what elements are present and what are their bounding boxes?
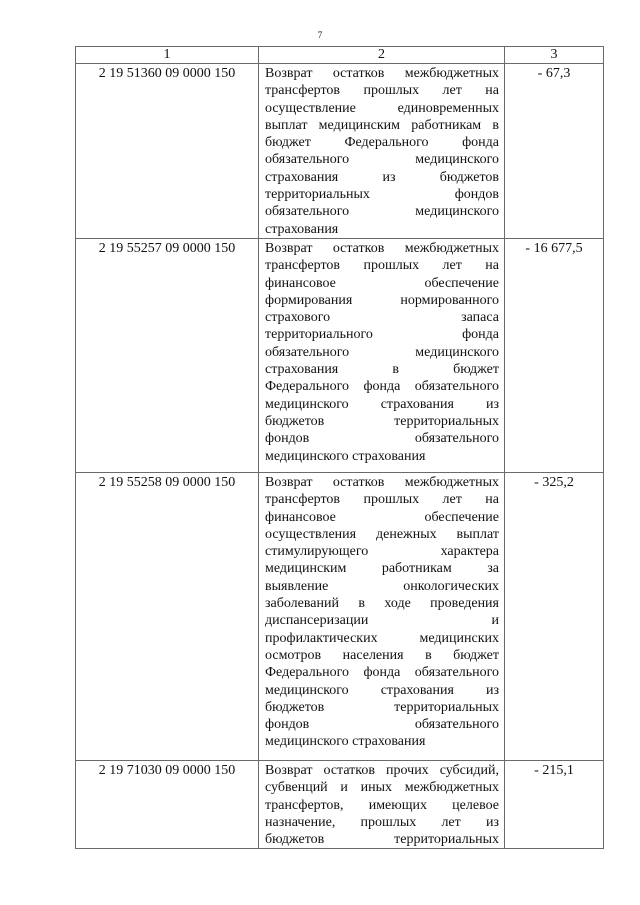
description-line: формирования нормированного bbox=[265, 292, 499, 308]
page-number: 7 bbox=[317, 30, 323, 40]
budget-code-cell: 2 19 55258 09 0000 150 bbox=[76, 472, 259, 760]
budget-code-cell: 2 19 51360 09 0000 150 bbox=[76, 64, 259, 239]
description-line: бюджетов территориальных bbox=[265, 699, 499, 715]
description-cell bbox=[259, 472, 505, 760]
description-line: медицинского страхования bbox=[265, 448, 426, 464]
amount-cell: - 67,3 bbox=[505, 64, 604, 239]
description-line: Федерального фонда обязательного bbox=[265, 665, 499, 681]
description-line: обязательного медицинского bbox=[265, 344, 499, 360]
table-row bbox=[76, 760, 604, 848]
description-line: Возврат остатков межбюджетных bbox=[265, 240, 499, 256]
description-line: осмотров населения в бюджет bbox=[265, 647, 499, 663]
column-header-2: 2 bbox=[259, 47, 505, 64]
amount-cell: - 16 677,5 bbox=[505, 238, 604, 472]
description-line: финансовое обеспечение bbox=[265, 275, 499, 291]
description-line: трансфертов прошлых лет на bbox=[265, 492, 499, 508]
description-cell bbox=[259, 760, 505, 848]
description-line: Федерального фонда обязательного bbox=[265, 379, 499, 395]
description-cell bbox=[259, 64, 505, 239]
description-line: трансфертов прошлых лет на bbox=[265, 83, 499, 99]
description-line: трансфертов, имеющих целевое bbox=[265, 797, 499, 813]
description-line: профилактических медицинских bbox=[265, 630, 499, 646]
description-line: медицинского страхования из bbox=[265, 682, 499, 698]
description-line: осуществления денежных выплат bbox=[265, 526, 499, 542]
description-line: выплат медицинским работникам в bbox=[265, 117, 499, 133]
table-header-row bbox=[76, 47, 604, 64]
description-line: территориальных фондов bbox=[265, 187, 499, 203]
description-line: территориального фонда bbox=[265, 327, 499, 343]
description-line: Возврат остатков межбюджетных bbox=[265, 474, 499, 490]
description-line: бюджет Федерального фонда bbox=[265, 135, 499, 151]
description-line: стимулирующего характера bbox=[265, 544, 499, 560]
description-line: медицинского страхования из bbox=[265, 396, 499, 412]
description-line: диспансеризации и bbox=[265, 613, 499, 629]
description-line: выявление онкологических bbox=[265, 578, 499, 594]
budget-table bbox=[75, 46, 604, 849]
description-line: Возврат остатков прочих субсидий, bbox=[265, 762, 499, 778]
budget-code-cell: 2 19 71030 09 0000 150 bbox=[76, 760, 259, 848]
description-cell bbox=[259, 238, 505, 472]
description-line: медицинского страхования bbox=[265, 734, 426, 750]
table-row bbox=[76, 238, 604, 472]
description-line: обязательного медицинского bbox=[265, 152, 499, 168]
budget-code-cell: 2 19 55257 09 0000 150 bbox=[76, 238, 259, 472]
description-line: бюджетов территориальных bbox=[265, 413, 499, 429]
description-line: трансфертов прошлых лет на bbox=[265, 258, 499, 274]
table-row bbox=[76, 64, 604, 239]
description-line: обязательного медицинского bbox=[265, 204, 499, 220]
description-line: осуществление единовременных bbox=[265, 100, 499, 116]
description-line: бюджетов территориальных bbox=[265, 832, 499, 848]
amount-cell: - 325,2 bbox=[505, 472, 604, 760]
description-line: финансовое обеспечение bbox=[265, 509, 499, 525]
description-line: медицинским работникам за bbox=[265, 561, 499, 577]
description-line: фондов обязательного bbox=[265, 431, 499, 447]
column-header-1: 1 bbox=[76, 47, 259, 64]
description-line: фондов обязательного bbox=[265, 717, 499, 733]
description-line: заболеваний в ходе проведения bbox=[265, 596, 499, 612]
column-header-3: 3 bbox=[505, 47, 604, 64]
description-line: назначение, прошлых лет из bbox=[265, 814, 499, 830]
description-line: страхования из бюджетов bbox=[265, 169, 499, 185]
description-line: страхового запаса bbox=[265, 310, 499, 326]
description-line: субвенций и иных межбюджетных bbox=[265, 780, 499, 796]
description-line: Возврат остатков межбюджетных bbox=[265, 66, 499, 81]
amount-cell: - 215,1 bbox=[505, 760, 604, 848]
description-line: страхования в бюджет bbox=[265, 362, 499, 378]
description-line: страхования bbox=[265, 221, 339, 237]
table-row bbox=[76, 472, 604, 760]
